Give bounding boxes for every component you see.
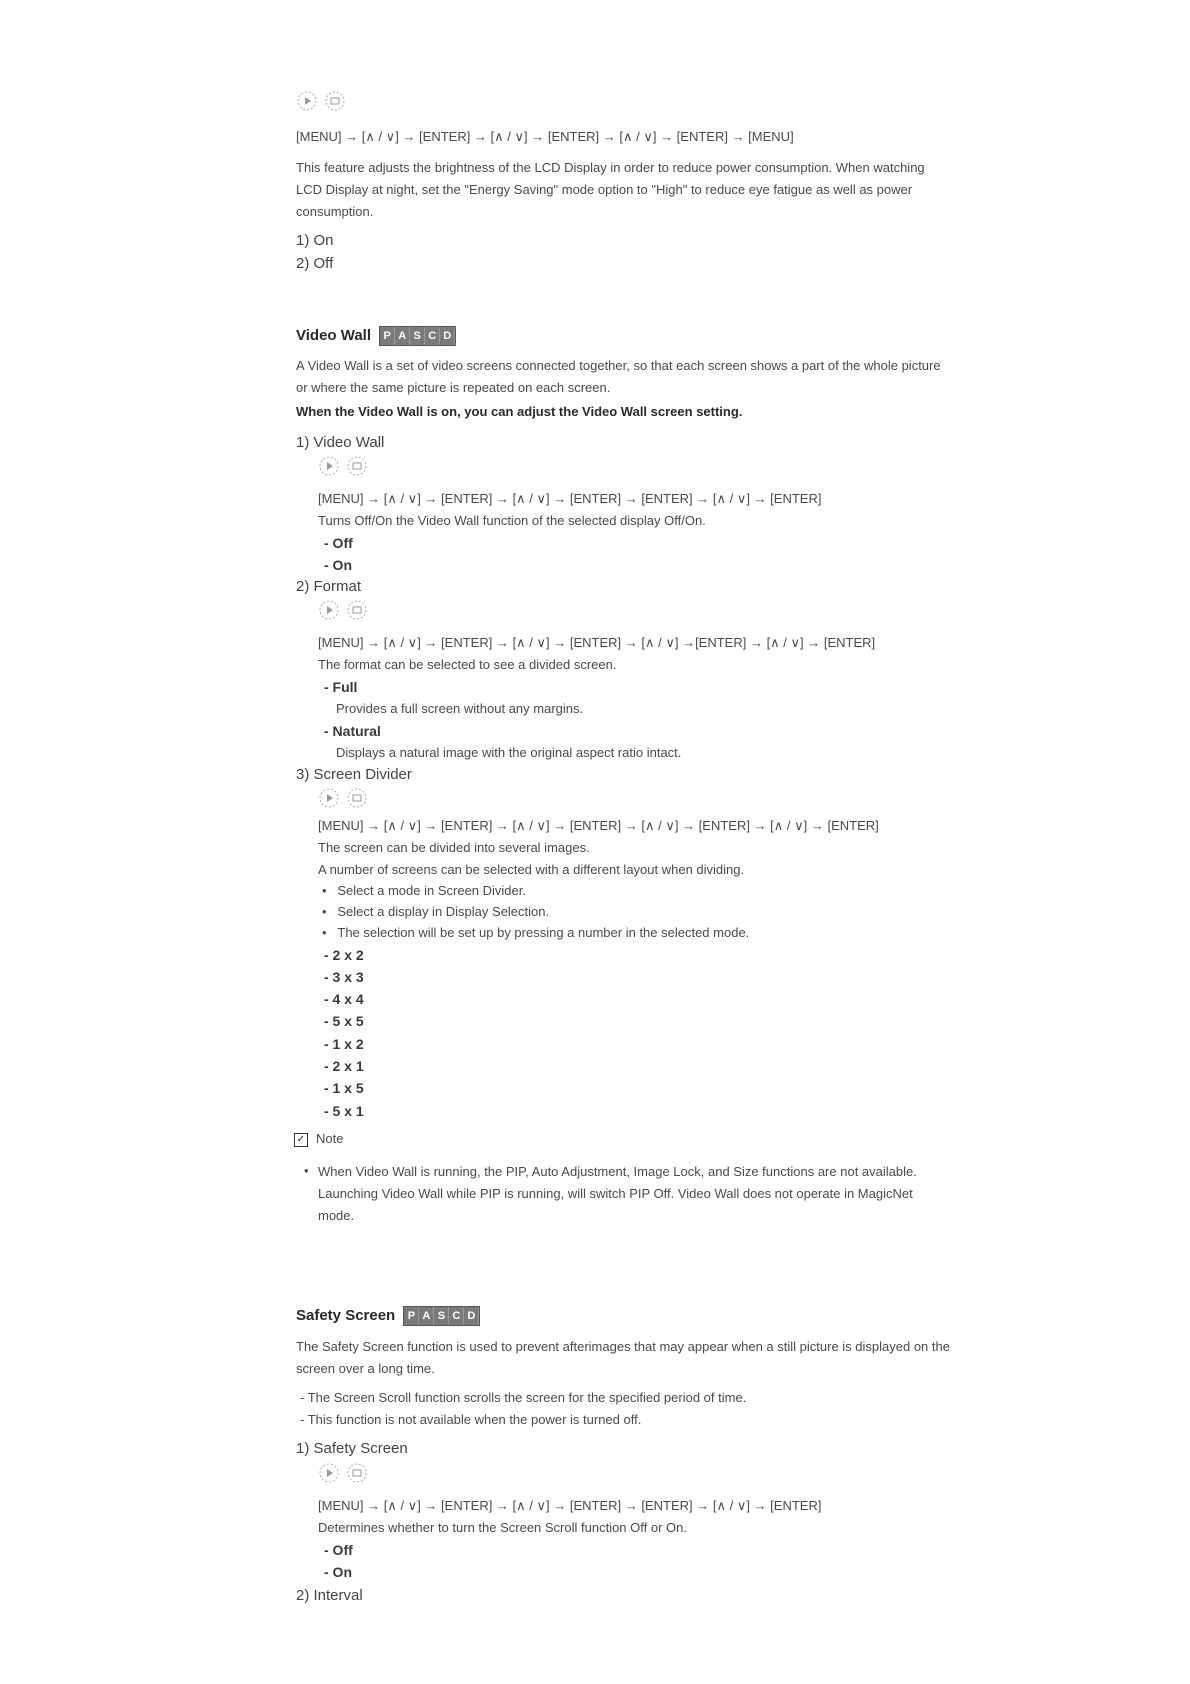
remote-play-icon: [318, 599, 340, 621]
remote-icons: [318, 787, 368, 809]
video-wall-s2-opt-full: - Full: [324, 679, 358, 695]
safety-s2-title: 2) Interval: [296, 1587, 363, 1604]
video-wall-s3-desc2: A number of screens can be selected with a different layout when dividing.: [318, 862, 745, 877]
video-wall-s3-title: 3) Screen Divider: [296, 766, 412, 783]
video-wall-s2-opt-full-desc: Provides a full screen without any margins.: [336, 701, 584, 716]
divider-mode: - 2 x 2: [324, 947, 364, 963]
bullet-text: Select a mode in Screen Divider.: [337, 883, 526, 898]
model-badge: [403, 1306, 480, 1326]
divider-mode: - 1 x 2: [324, 1036, 364, 1052]
safety-s1-path: [MENU] → [∧ / ∨] → [ENTER] → [∧ / ∨] → [ENTER] → [ENTER] → [∧ / ∨] → [ENTER]: [318, 1498, 822, 1513]
remote-icons: [318, 599, 368, 621]
divider-mode: - 5 x 5: [324, 1013, 364, 1029]
video-wall-bold-note: When the Video Wall is on, you can adjust the Video Wall screen setting.: [296, 404, 743, 419]
bullet-text: Select a display in Display Selection.: [337, 904, 550, 919]
badge-letter: P: [404, 1307, 419, 1325]
badge-letter: A: [419, 1307, 434, 1325]
remote-play-icon: [318, 455, 340, 477]
remote-menu-icon: [346, 787, 368, 809]
divider-mode: - 4 x 4: [324, 991, 364, 1007]
video-wall-s1-opt-on: - On: [324, 557, 352, 573]
remote-menu-icon: [324, 90, 346, 112]
safety-note: - The Screen Scroll function scrolls the screen for the specified period of time.: [300, 1390, 747, 1405]
remote-menu-icon: [346, 599, 368, 621]
energy-option-off: 2) Off: [296, 255, 334, 272]
safety-screen-heading: [296, 1306, 480, 1326]
video-wall-s2-desc: The format can be selected to see a divided screen.: [318, 657, 617, 672]
video-wall-intro: A Video Wall is a set of video screens connected together, so that each screen shows a part of the whole picture or where the same picture is repeated on each screen.: [296, 358, 941, 395]
divider-mode: - 5 x 1: [324, 1103, 364, 1119]
video-wall-s3-desc1: The screen can be divided into several images.: [318, 840, 590, 855]
badge-letter: S: [434, 1307, 449, 1325]
safety-s1-opt-off: - Off: [324, 1542, 353, 1558]
remote-play-icon: [296, 90, 318, 112]
bullet-text: The selection will be set up by pressing a number in the selected mode.: [337, 925, 750, 940]
note-text: When Video Wall is running, the PIP, Auto Adjustment, Image Lock, and Size functions are not available. Launching Video Wall while PIP is running, will switch PIP Off. Video Wall does not operate in MagicNet mode.: [318, 1164, 917, 1223]
video-wall-s2-opt-natural: - Natural: [324, 723, 381, 739]
video-wall-s3-path: [MENU] → [∧ / ∨] → [ENTER] → [∧ / ∨] → [ENTER] → [∧ / ∨] → [ENTER] → [∧ / ∨] → [ENTER]: [318, 818, 879, 833]
badge-letter: D: [440, 327, 455, 345]
badge-letter: C: [425, 327, 440, 345]
video-wall-s1-desc: Turns Off/On the Video Wall function of the selected display Off/On.: [318, 513, 706, 528]
video-wall-s3-bullet: • The selection will be set up by pressing a number in the selected mode.: [322, 925, 750, 940]
video-wall-heading-text: Video Wall: [296, 326, 372, 344]
note-bullet-icon: •: [304, 1163, 309, 1178]
remote-play-icon: [318, 1462, 340, 1484]
divider-mode: - 3 x 3: [324, 969, 364, 985]
remote-icons: [318, 455, 368, 477]
video-wall-s1-title: 1) Video Wall: [296, 434, 385, 451]
badge-letter: A: [395, 327, 410, 345]
energy-description: This feature adjusts the brightness of the LCD Display in order to reduce power consumption. When watching LCD Display at night, set the "Energy Saving" mode option to "High" to reduce eye fatigue as well as power consumption.: [296, 160, 925, 219]
safety-note: - This function is not available when the power is turned off.: [300, 1412, 642, 1427]
safety-intro: The Safety Screen function is used to prevent afterimages that may appear when a still picture is displayed on the screen over a long time.: [296, 1339, 950, 1376]
remote-menu-icon: [346, 1462, 368, 1484]
badge-letter: P: [380, 327, 395, 345]
video-wall-s2-opt-natural-desc: Displays a natural image with the original aspect ratio intact.: [336, 745, 682, 760]
badge-letter: C: [449, 1307, 464, 1325]
badge-letter: S: [410, 327, 425, 345]
video-wall-s3-bullet: • Select a display in Display Selection.: [322, 904, 550, 919]
video-wall-s3-bullet: • Select a mode in Screen Divider.: [322, 883, 526, 898]
divider-mode: - 2 x 1: [324, 1058, 364, 1074]
video-wall-s2-path: [MENU] → [∧ / ∨] → [ENTER] → [∧ / ∨] → [ENTER] → [∧ / ∨] →[ENTER] → [∧ / ∨] → [ENTER]: [318, 635, 876, 650]
video-wall-s1-path: [MENU] → [∧ / ∨] → [ENTER] → [∧ / ∨] → [ENTER] → [ENTER] → [∧ / ∨] → [ENTER]: [318, 491, 822, 506]
safety-screen-heading-text: Safety Screen: [296, 1306, 396, 1324]
video-wall-heading: [296, 326, 456, 346]
safety-s1-title: 1) Safety Screen: [296, 1440, 408, 1457]
energy-menu-path: [MENU] → [∧ / ∨] → [ENTER] → [∧ / ∨] → [ENTER] → [∧ / ∨] → [ENTER] → [MENU]: [296, 129, 794, 144]
remote-play-icon: [318, 787, 340, 809]
note-label: Note: [316, 1131, 344, 1146]
energy-option-on: 1) On: [296, 232, 334, 249]
remote-icons: [318, 1462, 368, 1484]
model-badge: [379, 326, 456, 346]
badge-letter: D: [464, 1307, 479, 1325]
safety-s1-opt-on: - On: [324, 1564, 352, 1580]
divider-mode: - 1 x 5: [324, 1080, 364, 1096]
video-wall-s1-opt-off: - Off: [324, 535, 353, 551]
note-checkbox-icon: ✓: [294, 1133, 308, 1147]
safety-s1-desc: Determines whether to turn the Screen Scroll function Off or On.: [318, 1520, 687, 1535]
video-wall-s2-title: 2) Format: [296, 578, 362, 595]
remote-icons: [296, 90, 346, 112]
remote-menu-icon: [346, 455, 368, 477]
